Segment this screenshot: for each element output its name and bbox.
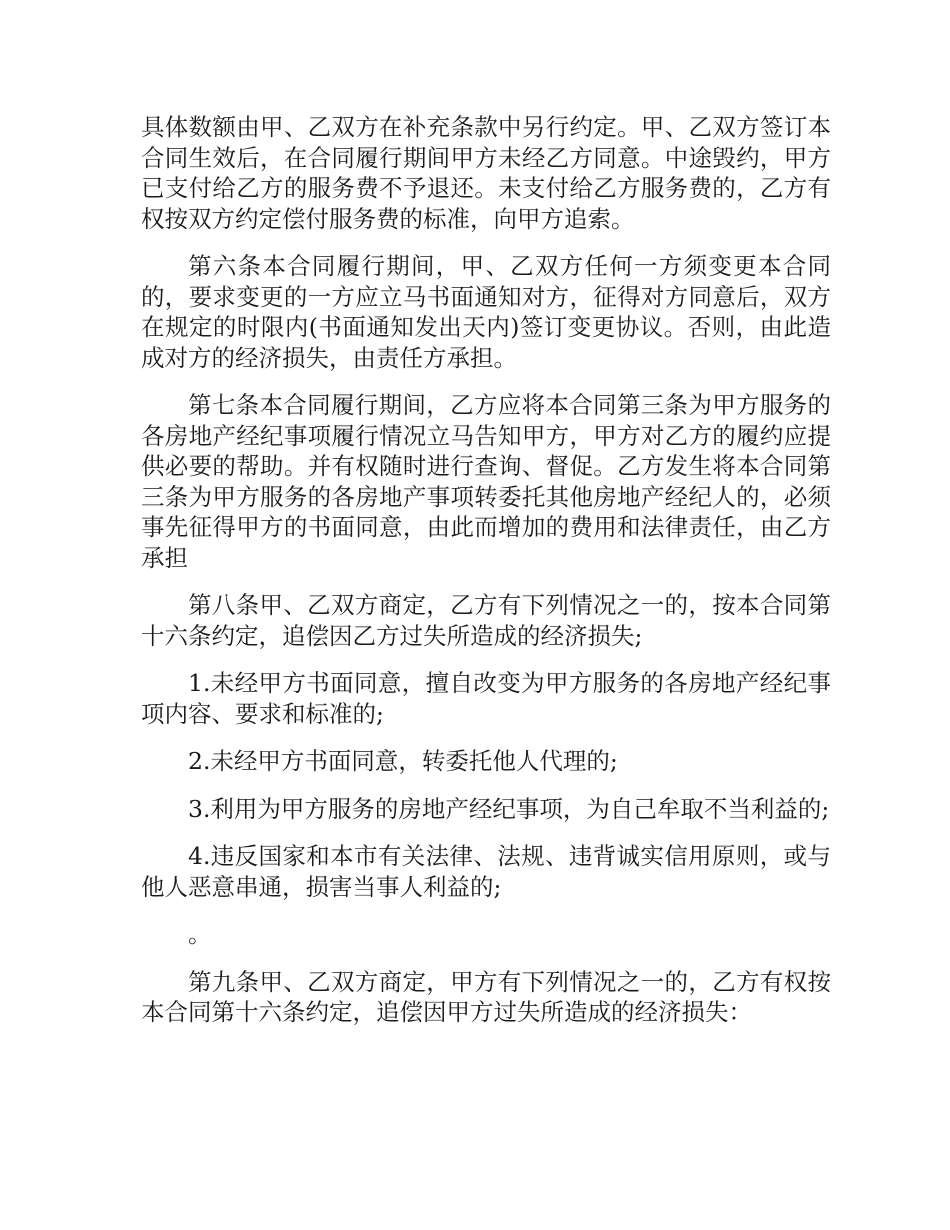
- document-body: [141, 112, 831, 1045]
- list-item-1: 1.未经甲方书面同意，擅自改变为甲方服务的各房地产经纪事项内容、要求和标准的;: [141, 669, 831, 728]
- paragraph-article-7: 第七条本合同履行期间，乙方应将本合同第三条为甲方服务的各房地产经纪事项履行情况立马告知甲方，甲方对乙方的履约应提供必要的帮助。并有权随时进行查询、督促。乙方发生将本合同第三条为甲方服务的各房地产事项转委托其他房地产经纪人的，必须事先征得甲方的书面同意，由此而增加的费用和法律责任，由乙方承担: [141, 391, 831, 572]
- paragraph-article-9: 第九条甲、乙双方商定，甲方有下列情况之一的，乙方有权按本合同第十六条约定，追偿因甲方过失所造成的经济损失：: [141, 967, 831, 1026]
- paragraph-period: 。: [188, 920, 212, 948]
- list-item-4: 4.违反国家和本市有关法律、法规、违背诚实信用原则，或与他人恶意串通，损害当事人利益的;: [141, 842, 831, 901]
- list-item-2: 2.未经甲方书面同意，转委托他人代理的;: [188, 747, 618, 775]
- paragraph-fee-terms: 具体数额由甲、乙双方在补充条款中另行约定。甲、乙双方签订本合同生效后，在合同履行期间甲方未经乙方同意。中途毁约，甲方已支付给乙方的服务费不予退还。未支付给乙方服务费的，乙方有权按双方约定偿付服务费的标准，向甲方追索。: [141, 113, 831, 233]
- list-item-3: 3.利用为甲方服务的房地产经纪事项，为自己牟取不当利益的;: [188, 794, 830, 823]
- paragraph-article-8: 第八条甲、乙双方商定，乙方有下列情况之一的，按本合同第十六条约定，追偿因乙方过失所造成的经济损失;: [141, 591, 831, 650]
- paragraph-article-6: 第六条本合同履行期间，甲、乙双方任何一方须变更本合同的，要求变更的一方应立马书面通知对方，征得对方同意后，双方在规定的时限内(书面通知发出天内)签订变更协议。否则，由此造成对方的经济损失，由责任方承担。: [141, 252, 831, 372]
